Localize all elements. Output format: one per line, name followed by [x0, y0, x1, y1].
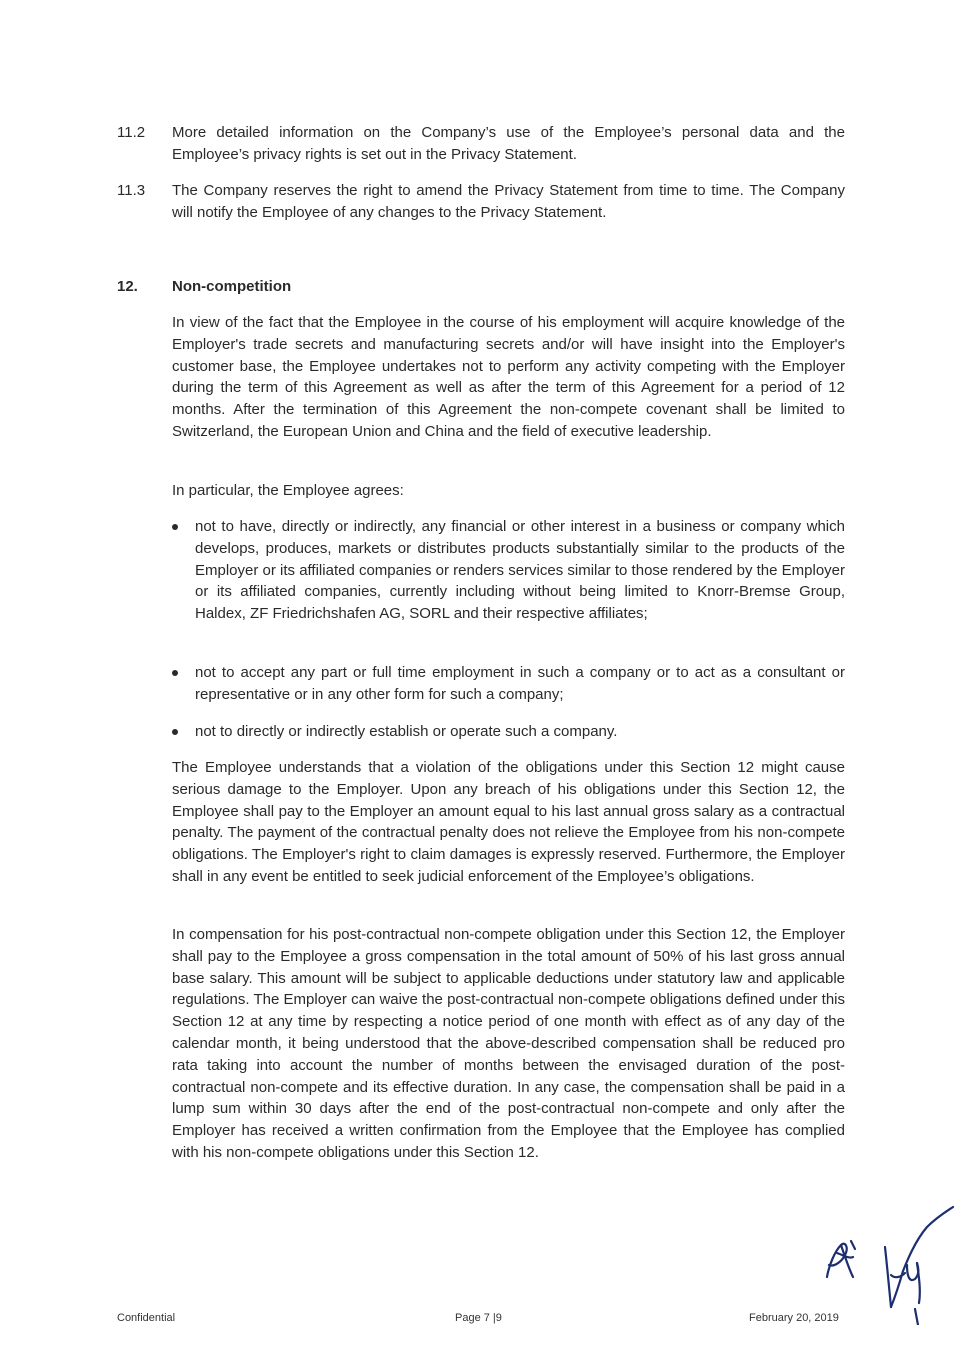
clause-11-2	[117, 122, 845, 166]
paragraph-intro: In particular, the Employee agrees:	[172, 482, 404, 499]
paragraph-compensation: In compensation for his post-contractual non-compete obligation under this Section 12, the Employer shall pay to the Employee a gross compensation in the total amount of 50% of his last gross annual base salary. This amount will be subject to applicable deductions under statutory law and applicable regulations. The Employer can waive the post-contractual non-compete obligations defined under this Section 12 at any time by respecting a notice period of one month with effect as of any day of the calendar month, it being understood that the above-described compensation shall be reduced pro rata taking into account the number of months between the envisaged duration of the post-contractual non-compete and its effective duration. In any case, the compensation shall be paid in a lump sum within 30 days after the end of the post-contractual non-compete and only after the Employer has received a written confirmation from the Employee that the Employee has complied with his non-compete obligations under this Section 12.	[172, 926, 845, 1161]
clause-text: The Company reserves the right to amend the Privacy Statement from time to time. The Company will notify the Employee of any changes to the Privacy Statement.	[172, 182, 845, 221]
list-item	[172, 516, 845, 625]
list-item	[172, 721, 845, 743]
bullet-icon	[172, 670, 178, 676]
footer-date: February 20, 2019	[749, 1312, 839, 1324]
paragraph-penalty: The Employee understands that a violation of the obligations under this Section 12 might cause serious damage to the Employer. Upon any breach of his obligations under this Section 12, the Employee shall pay to the Employer an amount equal to his last annual gross salary as a contractual penalty. The payment of the contractual penalty does not relieve the Employee from his non-compete obligations. The Employer's right to claim damages is expressly reserved. Furthermore, the Employer shall in any event be entitled to seek judicial enforcement of the Employee’s obligations.	[172, 759, 845, 885]
bullet-icon	[172, 524, 178, 530]
clause-number: 11.2	[117, 124, 146, 141]
clause-11-3	[117, 180, 845, 224]
section-title: Non-competition	[172, 278, 292, 295]
list-item	[172, 662, 845, 706]
list-item-text: not to have, directly or indirectly, any financial or other interest in a business or company which develops, produces, markets or distributes products substantially similar to the products of the Employer or its affiliated companies or renders services similar to those rendered by the Employer or its affiliated companies, currently including without being limited to Knorr-Bremse Group, Haldex, ZF Friedrichshafen AG, SORL and their respective affiliates;	[195, 518, 846, 623]
signature-initials-icon	[815, 1205, 955, 1325]
clause-text: More detailed information on the Company’s use of the Employee’s personal data and the Employee’s privacy rights is set out in the Privacy Statement.	[172, 124, 845, 163]
section-number: 12.	[117, 278, 138, 295]
clause-number: 11.3	[117, 182, 146, 199]
paragraph-non-compete-scope: In view of the fact that the Employee in the course of his employment will acquire knowledge of the Employer's trade secrets and manufacturing secrets and/or will have insight into the Employer's customer base, the Employee undertakes not to perform any activity competing with the Employer during the term of this Agreement as well as after the term of this Agreement for a period of 12 months. After the termination of this Agreement the non-compete covenant shall be limited to Switzerland, the European Union and China and the field of executive leadership.	[172, 314, 845, 440]
footer-confidential: Confidential	[117, 1312, 176, 1324]
bullet-icon	[172, 729, 178, 735]
footer-page-number: Page 7 |9	[455, 1312, 502, 1324]
list-item-text: not to accept any part or full time employment in such a company or to act as a consultant or representative or in any other form for such a company;	[195, 664, 845, 703]
list-item-text: not to directly or indirectly establish or operate such a company.	[195, 723, 618, 740]
